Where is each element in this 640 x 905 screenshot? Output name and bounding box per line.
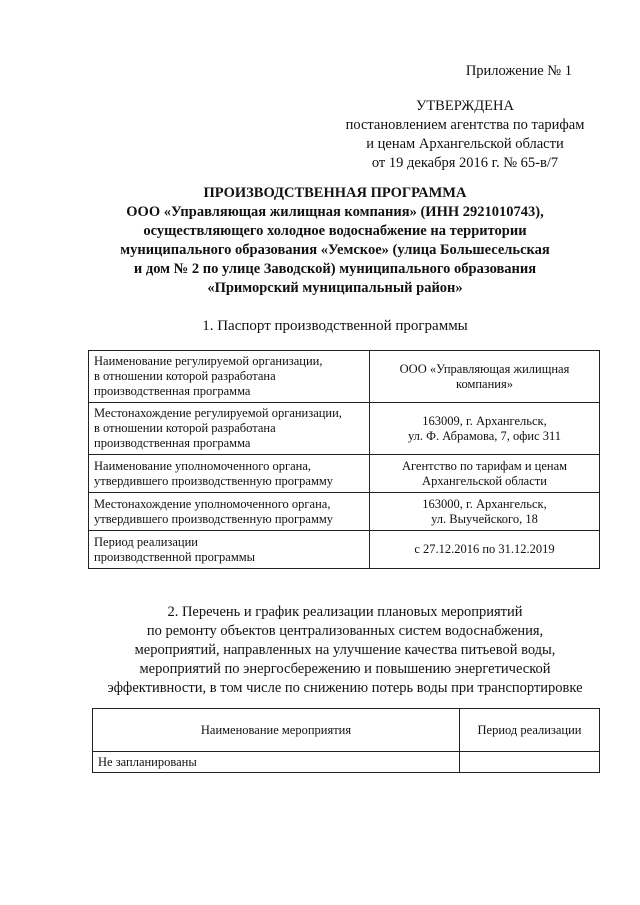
value-line: 163000, г. Архангельск, — [422, 496, 547, 511]
activities-table — [92, 708, 600, 773]
label-line: Наименование регулируемой организации, — [94, 354, 323, 368]
title-line-1: ПРОИЗВОДСТВЕННАЯ ПРОГРАММА — [203, 185, 467, 201]
document-title — [80, 184, 590, 298]
section-2-line-5: эффективности, в том числе по снижению потерь воды при транспортировке — [107, 680, 583, 696]
table-row — [89, 493, 600, 531]
label-line: Наименование уполномоченного органа, — [94, 458, 311, 473]
value-line: Архангельской области — [422, 473, 547, 488]
value-line: с 27.12.2016 по 31.12.2019 — [414, 542, 555, 556]
table-row — [89, 351, 600, 403]
table-row — [89, 455, 600, 493]
section-1-heading: 1. Паспорт производственной программы — [202, 318, 468, 334]
table-row — [89, 531, 600, 569]
section-2-heading — [90, 603, 600, 698]
label-line: утвердившего производственную программу — [94, 473, 334, 488]
value-line: компания» — [456, 376, 513, 391]
value-line: Агентство по тарифам и ценам — [401, 458, 568, 473]
table-row — [89, 403, 600, 455]
label-line: Местонахождение регулируемой организации, — [94, 406, 342, 420]
row-label — [89, 455, 370, 493]
label-line: утвердившего производственную программу — [94, 511, 334, 526]
label-line: в отношении которой разработана — [94, 421, 276, 435]
row-label — [89, 493, 370, 531]
label-line: производственная программа — [94, 384, 251, 398]
label-line: производственная программа — [94, 436, 251, 450]
row-value — [370, 531, 600, 569]
label-line: в отношении которой разработана — [94, 369, 276, 383]
label-line: Период реализации — [94, 534, 198, 549]
table-header-row — [93, 709, 600, 752]
row-value — [370, 455, 600, 493]
title-line-3: осуществляющего холодное водоснабжение на территории — [143, 223, 527, 239]
row-label — [89, 403, 370, 455]
value-line: 163009, г. Архангельск, — [422, 413, 547, 428]
title-line-4: муниципального образования «Уемское» (улица Большесельская — [120, 242, 550, 258]
value-line: ООО «Управляющая жилищная — [399, 361, 570, 376]
approved-label: УТВЕРЖДЕНА — [416, 98, 514, 114]
approval-block — [330, 62, 600, 173]
approval-line-1: постановлением агентства по тарифам — [345, 117, 585, 133]
section-2-line-2: по ремонту объектов централизованных систем водоснабжения, — [146, 623, 544, 639]
section-2-line-1: 2. Перечень и график реализации плановых мероприятий — [167, 604, 523, 620]
header-period: Период реализации — [460, 709, 600, 752]
period-cell — [460, 752, 600, 773]
title-line-5: и дом № 2 по улице Заводской) муниципального образования — [133, 261, 537, 277]
passport-table — [88, 350, 600, 569]
title-line-2: ООО «Управляющая жилищная компания» (ИНН 2921010743), — [126, 204, 544, 220]
attachment-number: Приложение № 1 — [465, 63, 572, 79]
row-label — [89, 351, 370, 403]
label-line: Местонахождение уполномоченного органа, — [94, 496, 331, 511]
section-2-line-4: мероприятий по энергосбережению и повышению энергетической — [139, 661, 551, 677]
title-line-6: «Приморский муниципальный район» — [207, 280, 463, 296]
row-value — [370, 403, 600, 455]
row-label — [89, 531, 370, 569]
label-line: производственной программы — [94, 549, 256, 564]
section-2-line-3: мероприятий, направленных на улучшение качества питьевой воды, — [134, 642, 556, 658]
approval-line-3: от 19 декабря 2016 г. № 65-в/7 — [371, 155, 559, 171]
approval-line-2: и ценам Архангельской области — [366, 136, 564, 152]
row-value — [370, 493, 600, 531]
row-value — [370, 351, 600, 403]
header-activity-name: Наименование мероприятия — [93, 709, 460, 752]
table-row — [93, 752, 600, 773]
value-line: ул. Ф. Абрамова, 7, офис 311 — [407, 428, 562, 443]
activity-cell: Не запланированы — [93, 752, 460, 773]
value-line: ул. Выучейского, 18 — [431, 511, 538, 526]
